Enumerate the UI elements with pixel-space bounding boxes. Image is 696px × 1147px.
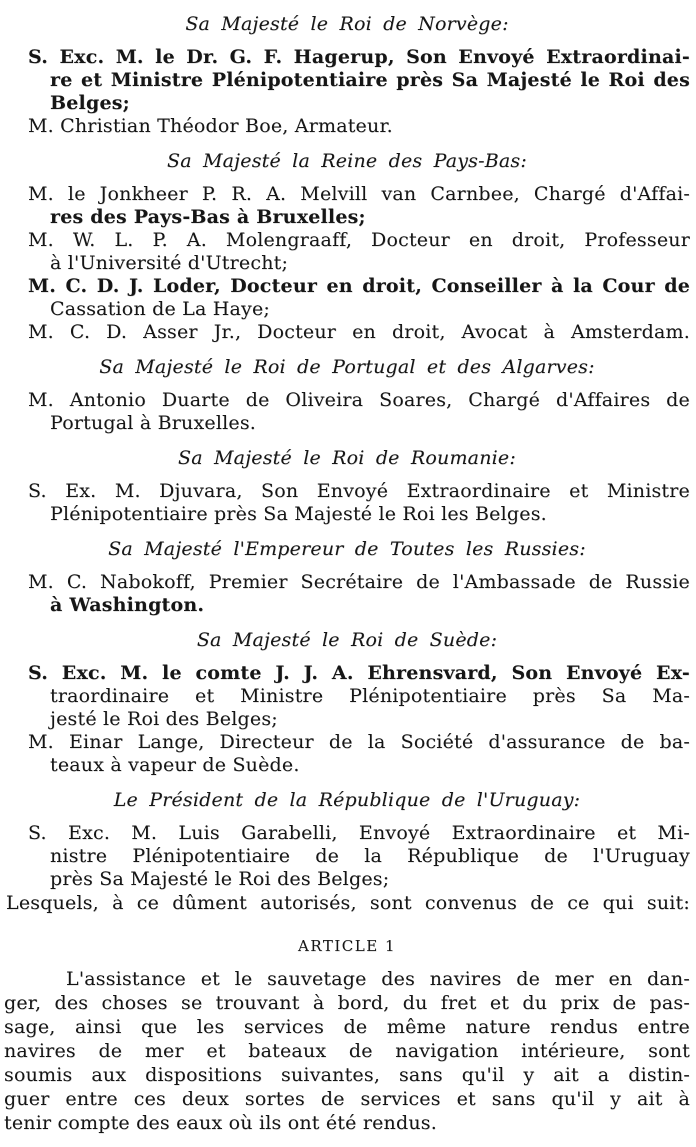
delegate-entry xyxy=(4,662,690,731)
article-title: ARTICLE 1 xyxy=(298,937,396,955)
text-line: à l'Université d'Utrecht; xyxy=(50,252,289,274)
delegates-list xyxy=(4,12,690,891)
delegate-entry xyxy=(4,115,690,138)
delegate-entry xyxy=(4,183,690,229)
section-heading: Sa Majesté le Roi de Portugal et des Algarves: xyxy=(99,356,595,378)
text-line: M. C. D. Asser Jr., Docteur en droit, Avocat à Amsterdam. xyxy=(28,321,690,343)
paragraph-line: tenir compte des eaux où ils ont été rendus. xyxy=(4,1112,437,1134)
delegate-entry xyxy=(4,321,690,344)
text-line: M. Einar Lange, Directeur de la Société d'assurance de ba- xyxy=(28,731,690,753)
text-line: jesté le Roi des Belges; xyxy=(50,708,278,730)
text-line: nistre Plénipotentiaire de la République de l'Uruguay xyxy=(50,845,690,867)
section-heading: Sa Majesté le Roi de Norvège: xyxy=(185,13,509,35)
text-line: Portugal à Bruxelles. xyxy=(50,412,257,434)
paragraph-line: soumis aux dispositions suivantes, sans qu'il y ait a distin- xyxy=(4,1064,690,1086)
text-line: M. le Jonkheer P. R. A. Melvill van Carnbee, Chargé d'Affai- xyxy=(28,183,690,205)
text-line: re et Ministre Plénipotentiaire près Sa Majesté le Roi des xyxy=(50,69,690,91)
paragraph-line: sage, ainsi que les services de même nature rendus entre xyxy=(4,1016,690,1038)
delegate-entry xyxy=(4,480,690,526)
section-heading: Sa Majesté l'Empereur de Toutes les Russies: xyxy=(108,538,586,560)
text-line: Plénipotentiaire près Sa Majesté le Roi les Belges. xyxy=(50,503,547,525)
text-line: S. Ex. M. Djuvara, Son Envoyé Extraordinaire et Ministre xyxy=(28,480,690,502)
text-line: res des Pays-Bas à Bruxelles; xyxy=(50,206,366,228)
paragraph-line: L'assistance et le sauvetage des navires de mer en dan- xyxy=(66,968,690,990)
delegate-entry xyxy=(4,46,690,115)
section-heading: Sa Majesté la Reine des Pays-Bas: xyxy=(167,150,527,172)
text-line: Belges; xyxy=(50,92,130,114)
paragraph-line: ger, des choses se trouvant à bord, du fret et du prix de pas- xyxy=(4,992,690,1014)
delegate-entry xyxy=(4,571,690,617)
text-line: près Sa Majesté le Roi des Belges; xyxy=(50,868,390,890)
delegate-entry xyxy=(4,731,690,777)
section-heading: Sa Majesté le Roi de Suède: xyxy=(196,629,498,651)
text-line: Cassation de La Haye; xyxy=(50,298,271,320)
text-line: S. Exc. M. le Dr. G. F. Hagerup, Son Envoyé Extraordinai- xyxy=(28,46,690,68)
text-line: traordinaire et Ministre Plénipotentiaire près Sa Ma- xyxy=(50,685,690,707)
text-line: M. Christian Théodor Boe, Armateur. xyxy=(28,115,393,137)
paragraph-line: guer entre ces deux sortes de services et sans qu'il y ait à xyxy=(4,1088,690,1110)
closing-line: Lesquels, à ce dûment autorisés, sont convenus de ce qui suit: xyxy=(6,892,690,914)
text-line: à Washington. xyxy=(50,594,205,616)
delegate-entry xyxy=(4,389,690,435)
delegate-entry xyxy=(4,229,690,275)
text-line: S. Exc. M. Luis Garabelli, Envoyé Extraordinaire et Mi- xyxy=(28,822,690,844)
section-heading: Le Président de la République de l'Uruguay: xyxy=(113,789,581,811)
text-line: M. Antonio Duarte de Oliveira Soares, Chargé d'Affaires de xyxy=(28,389,690,411)
delegate-entry xyxy=(4,275,690,321)
section-heading: Sa Majesté le Roi de Roumanie: xyxy=(178,447,516,469)
text-line: M. C. Nabokoff, Premier Secrétaire de l'Ambassade de Russie xyxy=(28,571,690,593)
paragraph-line: navires de mer et bateaux de navigation intérieure, sont xyxy=(4,1040,690,1062)
text-line: S. Exc. M. le comte J. J. A. Ehrensvard, Son Envoyé Ex- xyxy=(28,662,690,684)
text-line: teaux à vapeur de Suède. xyxy=(50,754,300,776)
text-line: M. W. L. P. A. Molengraaff, Docteur en droit, Professeur xyxy=(28,229,690,251)
article-paragraph xyxy=(4,967,690,1135)
delegate-entry xyxy=(4,822,690,891)
text-line: M. C. D. J. Loder, Docteur en droit, Conseiller à la Cour de xyxy=(28,275,690,297)
